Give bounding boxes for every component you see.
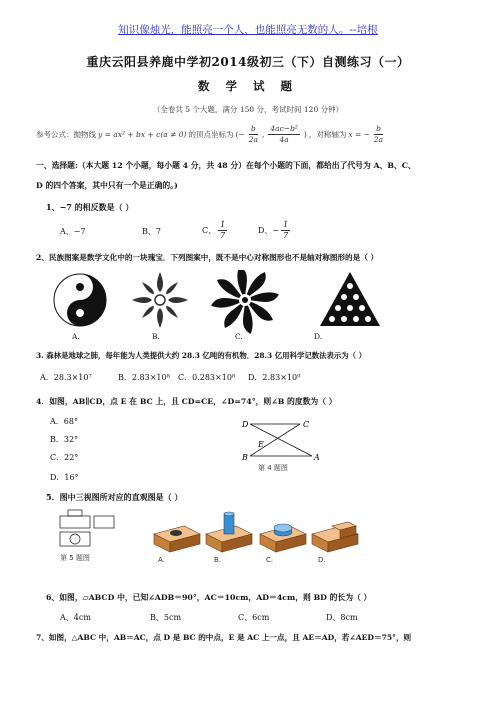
- q2-figure-a: [54, 274, 106, 326]
- q5-label-d: D.: [318, 556, 326, 564]
- q5-three-views: [60, 510, 114, 546]
- q2-figure-c: [211, 270, 280, 334]
- ref-prefix: 参考公式：抛物线: [36, 130, 96, 139]
- q1-option-b[interactable]: B、7: [142, 227, 161, 236]
- q4-point-e: E: [258, 440, 264, 449]
- q4-figure-label: 第 4 题图: [258, 464, 288, 472]
- q6-option-d[interactable]: D、8cm: [326, 613, 358, 622]
- q4-point-b: B: [242, 453, 248, 462]
- q6-option-a[interactable]: A、4cm: [60, 613, 91, 622]
- q3-option-d[interactable]: D．2.83×10⁹: [248, 373, 301, 382]
- q5-label-b: B.: [214, 556, 222, 564]
- q5-label-c: C.: [266, 556, 274, 564]
- q5-label-a: A.: [158, 556, 165, 564]
- q3-stem: 3. 森林是地球之肺，每年能为人类提供大约 28.3 亿吨的有机物．28.3 亿用科学记数法表示为（ ）: [36, 351, 367, 360]
- ref-axis-text: ，对称轴为: [308, 130, 347, 139]
- q6-stem: 6、如图，▱ABCD 中，已知∠ADB＝90°，AC＝10cm，AD＝4cm，则 BD 的长为（ ）: [46, 593, 372, 602]
- q5-figure-label: 第 5 题图: [60, 554, 90, 562]
- q4-option-a[interactable]: A．68°: [50, 417, 78, 426]
- q6-option-b[interactable]: B、5cm: [150, 613, 182, 622]
- q1-option-a[interactable]: A、−7: [60, 227, 86, 236]
- q1-stem: 1、−7 的相反数是（ ）: [46, 202, 134, 212]
- q4-stem: 4．如图，AB∥CD，点 E 在 BC 上，且 CD=CE，∠D=74°，则∠B 的度数为（ ）: [36, 397, 337, 406]
- vertex-y-fraction: $\frac{\text{4ac−b²}}{4a}$: [270, 124, 298, 144]
- q2-figure-b: [132, 272, 188, 328]
- ref-parabola: y = ax² + bx + c(a ≠ 0): [98, 130, 187, 139]
- q2-label-d[interactable]: D.: [314, 332, 323, 341]
- q1-option-c[interactable]: C、 $\frac{1}{7}$: [202, 220, 226, 240]
- section1-heading2: D 的四个答案，其中只有一个是正确的。): [36, 181, 178, 190]
- q5-figure-a: [154, 526, 200, 552]
- exam-note: （全卷共 5 个大题，满分 150 分，考试时间 120 分钟）: [152, 105, 344, 114]
- q5-figure-c: [260, 524, 306, 552]
- q2-figure-d: [320, 272, 380, 326]
- q2-label-c[interactable]: C.: [235, 332, 243, 341]
- q1-option-d[interactable]: D、− $\frac{1}{7}$: [258, 220, 289, 240]
- q4-figure: [236, 414, 326, 474]
- q4-point-a: A: [314, 453, 320, 462]
- q5-stem: 5．图中三视图所对应的直观图是（ ）: [46, 492, 183, 502]
- subject-title: 数 学 试 题: [197, 79, 298, 93]
- vertex-x-fraction: $\frac{b}{2a}$: [248, 124, 258, 144]
- page-title: 重庆云阳县养鹿中学初2014级初三（下）自测练习（一）: [86, 55, 410, 69]
- q3-option-a[interactable]: A．28.3×10⁷: [40, 373, 92, 382]
- q4-option-b[interactable]: B．32°: [50, 435, 79, 444]
- reference-formula: 参考公式：抛物线 y = ax² + bx + c(a ≠ 0) 的顶点坐标为 (− $\frac{b}{2a}$ , $\frac{\text{4ac−b²}}{4a}$ ) ，对称轴为 x = − $\frac{b}{2a}$: [36, 124, 384, 144]
- ref-vertex-text: 的顶点坐标为: [188, 130, 234, 139]
- axis-fraction: $\frac{b}{2a}$: [373, 124, 384, 144]
- q4-point-c: C: [303, 420, 310, 429]
- q2-label-a[interactable]: A.: [72, 332, 80, 341]
- q2-figures: [50, 270, 450, 342]
- header-motto[interactable]: 知识像烛光，能照亮一个人，也能照亮无数的人。--培根: [118, 24, 378, 36]
- section1-heading: 一、选择题:（本大题 12 个小题，每小题 4 分，共 48 分）在每个小题的下面，都给出了代号为 A、B、C、: [36, 161, 416, 170]
- q7-stem: 7、如图，△ABC 中，AB＝AC，点 D 是 BC 的中点，E 是 AC 上一点，且 AE＝AD，若∠AED＝75°，则: [36, 633, 412, 642]
- q4-option-d[interactable]: D．16°: [50, 473, 79, 482]
- q5-figures: [54, 506, 454, 566]
- q2-label-b[interactable]: B.: [152, 332, 160, 341]
- q5-figure-b: [206, 512, 252, 552]
- q3-option-c[interactable]: C．0.283×10⁸: [178, 373, 236, 382]
- q2-stem: 2、民族图案是数学文化中的一块瑰宝．下列图案中，既不是中心对称图形也不是轴对称图形的是（ ）: [36, 253, 379, 262]
- q6-option-c[interactable]: C、6cm: [238, 613, 270, 622]
- q4-point-d: D: [242, 420, 249, 429]
- q5-figure-d: [312, 522, 358, 552]
- q4-option-c[interactable]: C．22°: [50, 453, 79, 462]
- q3-option-b[interactable]: B．2.83×10⁸: [118, 373, 170, 382]
